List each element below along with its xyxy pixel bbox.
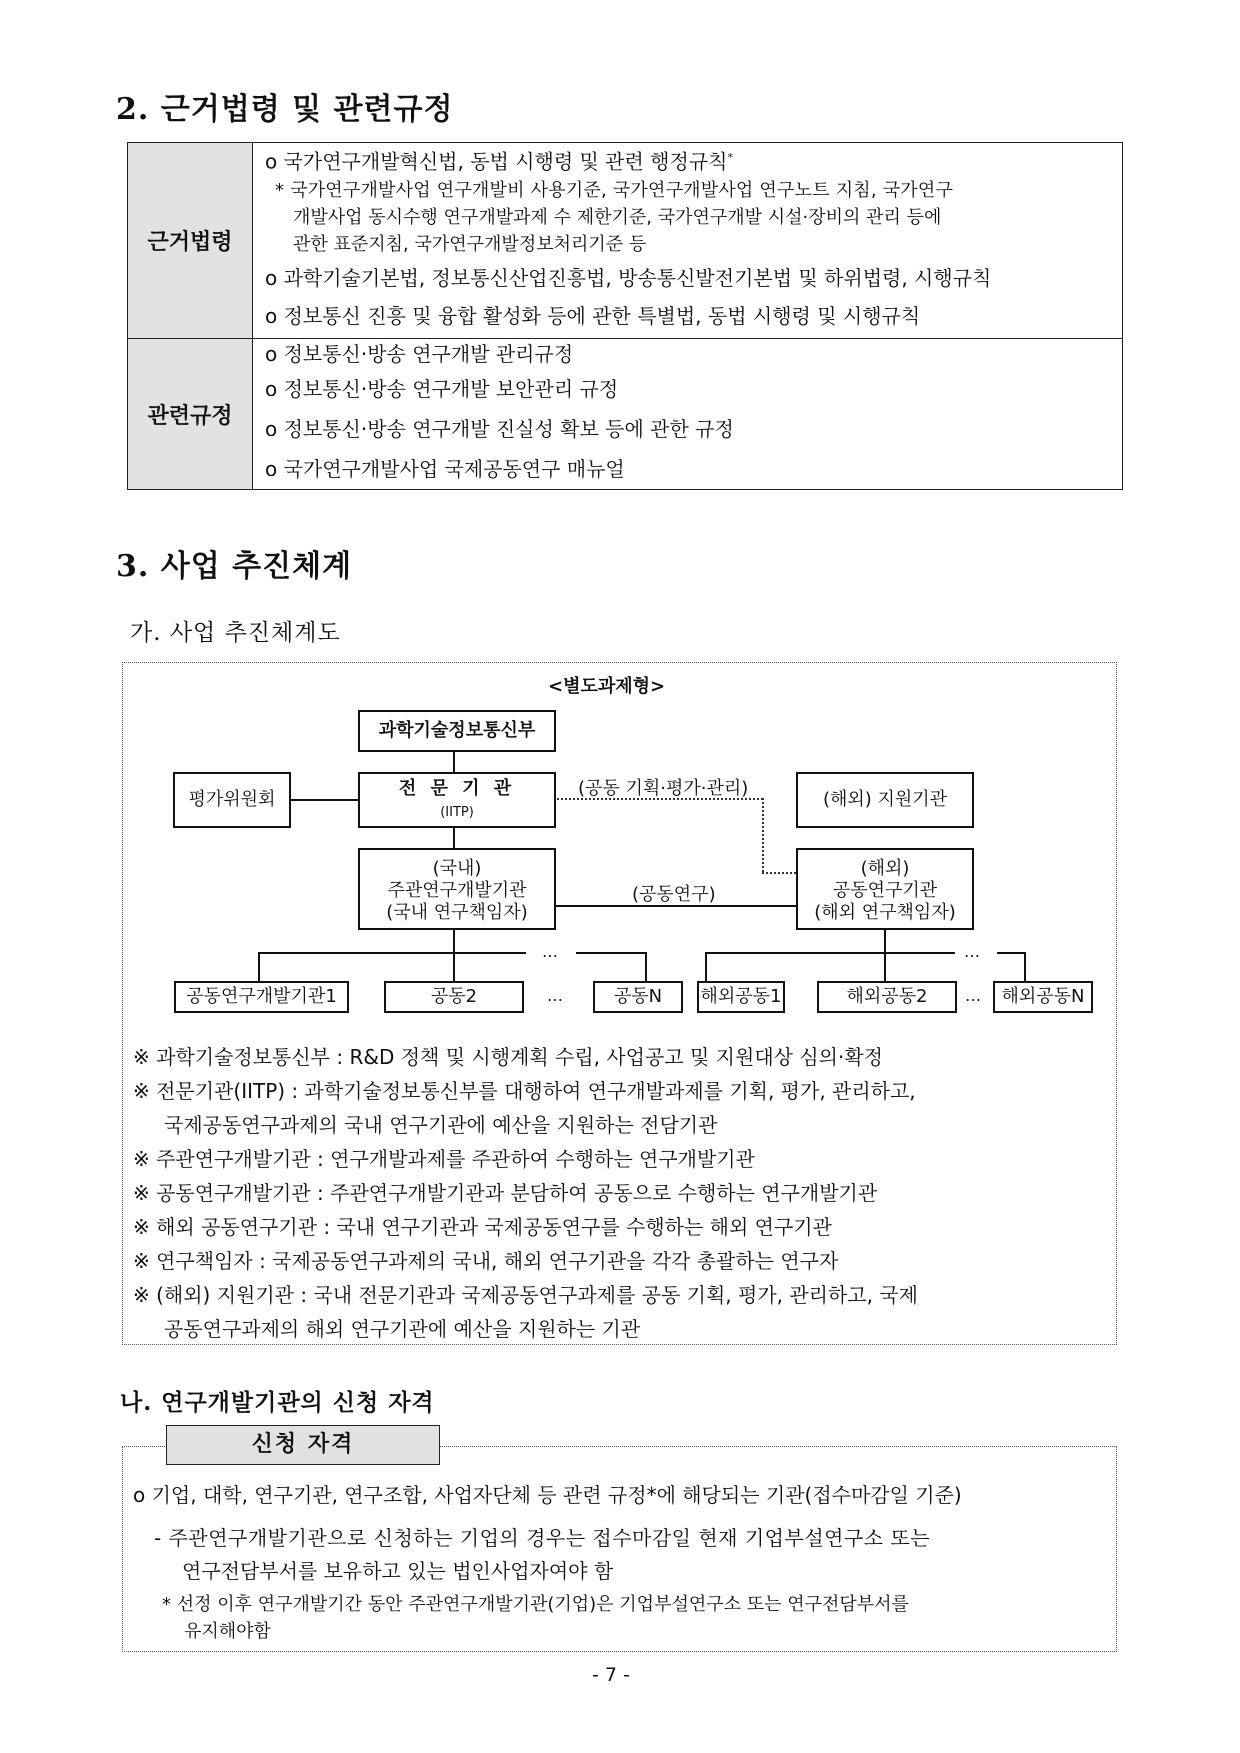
connector-line: [884, 952, 886, 982]
connector-line: [453, 928, 455, 953]
qualification-dash-line-1: - 주관연구개발기관으로 신청하는 기업의 경우는 접수마감일 현재 기업부설연구소 또는: [154, 1526, 931, 1550]
note-line-1: ※ 과학기술정보통신부 : R&D 정책 및 시행계획 수립, 사업공고 및 지원대상 심의·확정: [133, 1045, 883, 1069]
page-number: - 7 -: [592, 1664, 630, 1686]
related-cell: [253, 339, 1123, 490]
qualification-star-line-2: 유지해야함: [184, 1621, 271, 1642]
basis-item-3: o 정보통신 진흥 및 융합 활성화 등에 관한 특별법, 동법 시행령 및 시행규칙: [265, 303, 921, 328]
note-line-9: 공동연구과제의 해외 연구기관에 예산을 지원하는 기관: [164, 1317, 641, 1341]
connector-line: [291, 799, 358, 801]
domestic-line-1: (국내): [432, 858, 482, 879]
overseas-joint-box: [796, 848, 974, 930]
connector-line: [884, 928, 886, 953]
subsection-b-title: 나. 연구개발기관의 신청 자격: [120, 1389, 435, 1416]
connector-line: [258, 952, 526, 954]
domestic-line-2: 주관연구개발기관: [387, 880, 527, 901]
related-item-3: o 정보통신·방송 연구개발 진실성 확보 등에 관한 규정: [265, 417, 734, 441]
joint-research-label: (공동연구): [632, 884, 716, 905]
basis-note-line-1: * 국가연구개발사업 연구개발비 사용기준, 국가연구개발사업 연구노트 지침, 국가연구: [275, 179, 954, 201]
bottom-box-overseas-1: 해외공동1: [697, 981, 785, 1013]
connector-line: [258, 952, 260, 982]
note-line-7: ※ 연구책임자 : 국제공동연구과제의 국내, 해외 연구기관을 각각 총괄하는 연구자: [133, 1249, 839, 1273]
ellipsis: …: [965, 986, 981, 1005]
connector-line: [453, 952, 455, 982]
overseas-line-3: (해외 연구책임자): [814, 902, 956, 923]
qualification-label: 신청 자격: [166, 1425, 440, 1465]
joint-plan-label: (공동 기획·평가·관리): [578, 778, 749, 799]
note-line-4: ※ 주관연구개발기관 : 연구개발과제를 주관하여 수행하는 연구개발기관: [133, 1147, 755, 1171]
basis-note-line-3: 관한 표준지침, 국가연구개발정보처리기준 등: [293, 233, 647, 255]
section3-title: 3. 사업 추진체계: [116, 549, 353, 584]
dotted-link: [762, 872, 796, 874]
note-line-8: ※ (해외) 지원기관 : 국내 전문기관과 국제공동연구과제를 공동 기획, 평가, 관리하고, 국제: [133, 1283, 918, 1307]
bottom-box-overseas-n: 해외공동N: [993, 981, 1093, 1013]
related-item-1: o 정보통신·방송 연구개발 관리규정: [265, 342, 574, 366]
ministry-box: 과학기술정보통신부: [358, 710, 556, 752]
diagram-caption: <별도과제형>: [548, 676, 666, 697]
row-head-basis: 근거법령: [128, 143, 253, 339]
bottom-box-joint-2: 공동2: [384, 981, 524, 1013]
ellipsis: …: [542, 942, 558, 961]
note-line-6: ※ 해외 공동연구기관 : 국내 연구기관과 국제공동연구를 수행하는 해외 연구기관: [133, 1215, 832, 1239]
bottom-box-overseas-2: 해외공동2: [817, 981, 957, 1013]
basis-item-2: o 과학기술기본법, 정보통신산업진흥법, 방송통신발전기본법 및 하위법령, 시행규칙: [265, 265, 992, 290]
qualification-star-line-1: * 선정 이후 연구개발기간 동안 주관연구개발기관(기업)은 기업부설연구소 또는 연구전담부서를: [162, 1594, 909, 1615]
note-line-3: 국제공동연구과제의 국내 연구기관에 예산을 지원하는 전담기관: [164, 1113, 718, 1137]
basis-item-1: o 국가연구개발혁신법, 동법 시행령 및 관련 행정규칙*: [265, 149, 733, 174]
overseas-support-box: (해외) 지원기관: [796, 772, 974, 828]
qualification-dash-line-2: 연구전담부서를 보유하고 있는 법인사업자여야 함: [182, 1559, 614, 1583]
overseas-line-1: (해외): [860, 858, 910, 879]
bottom-box-joint-n: 공동N: [593, 981, 683, 1013]
note-line-2: ※ 전문기관(IITP) : 과학기술정보통신부를 대행하여 연구개발과제를 기획, 평가, 관리하고,: [133, 1079, 916, 1103]
connector-line: [453, 750, 455, 774]
connector-line: [997, 952, 1025, 954]
connector-line: [576, 952, 646, 954]
ellipsis: …: [547, 986, 563, 1005]
related-item-2: o 정보통신·방송 연구개발 보안관리 규정: [265, 377, 619, 401]
connector-line: [705, 952, 955, 954]
connector-line: [705, 952, 707, 982]
related-item-4: o 국가연구개발사업 국제공동연구 매뉴얼: [265, 457, 625, 481]
connector-line: [645, 952, 647, 982]
qualification-main: o 기업, 대학, 연구기관, 연구조합, 사업자단체 등 관련 규정*에 해당되는 기관(접수마감일 기준): [133, 1483, 962, 1507]
section2-title: 2. 근거법령 및 관련규정: [116, 92, 454, 127]
dotted-link: [762, 798, 764, 872]
basis-note-line-2: 개발사업 동시수행 연구개발과제 수 제한기준, 국가연구개발 시설·장비의 관리 등에: [293, 206, 942, 228]
committee-box: 평가위원회: [173, 772, 291, 828]
row-head-related: 관련규정: [128, 339, 253, 490]
connector-line: [453, 826, 455, 848]
agency-sub: (IITP): [440, 805, 474, 820]
overseas-line-2: 공동연구기관: [832, 880, 938, 901]
agency-box: [358, 772, 556, 828]
bottom-box-joint-1: 공동연구개발기관1: [174, 981, 349, 1013]
ellipsis: …: [964, 942, 980, 961]
note-line-5: ※ 공동연구개발기관 : 주관연구개발기관과 분담하여 공동으로 수행하는 연구개발기관: [133, 1181, 878, 1205]
connector-line: [1024, 952, 1026, 982]
regulation-table: [127, 142, 1123, 490]
agency-name: 전 문 기 관: [398, 778, 516, 799]
domestic-line-3: (국내 연구책임자): [386, 902, 528, 923]
domestic-lead-box: [358, 848, 556, 930]
subsection-a-title: 가. 사업 추진체계도: [130, 620, 341, 646]
basis-cell: [253, 143, 1123, 339]
